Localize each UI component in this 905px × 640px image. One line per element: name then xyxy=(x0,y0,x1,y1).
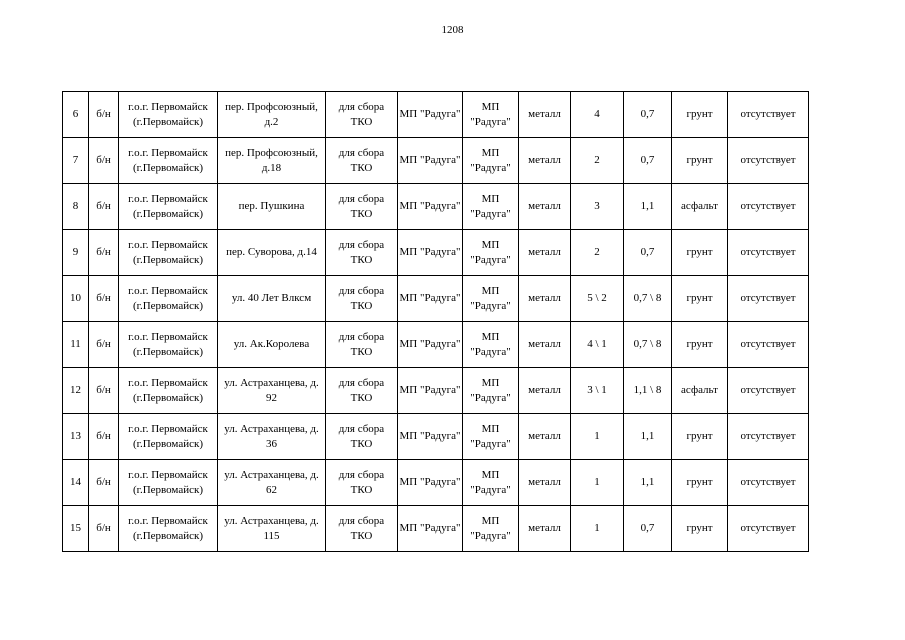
material-cell: металл xyxy=(519,414,571,460)
container-volume-cell: 0,7 xyxy=(624,138,672,184)
purpose-cell: для сбора ТКО xyxy=(326,276,398,322)
operator-cell: МП "Радуга" xyxy=(463,460,519,506)
table-row xyxy=(63,230,809,276)
operator-cell: МП "Радуга" xyxy=(463,230,519,276)
fence-cell: отсутствует xyxy=(728,460,809,506)
row-number-cell: 9 xyxy=(63,230,89,276)
container-count-cell: 1 xyxy=(571,414,624,460)
row-number-cell: 8 xyxy=(63,184,89,230)
address-cell: пер. Суворова, д.14 xyxy=(218,230,326,276)
container-count-cell: 4 xyxy=(571,92,624,138)
operator-cell: МП "Радуга" xyxy=(463,368,519,414)
row-number-cell: 14 xyxy=(63,460,89,506)
address-cell: пер. Профсоюзный, д.18 xyxy=(218,138,326,184)
container-count-cell: 5 \ 2 xyxy=(571,276,624,322)
table-row xyxy=(63,460,809,506)
material-cell: металл xyxy=(519,138,571,184)
row-number-cell: 7 xyxy=(63,138,89,184)
operator-cell: МП "Радуга" xyxy=(463,92,519,138)
row-number-cell: 12 xyxy=(63,368,89,414)
table-row xyxy=(63,414,809,460)
material-cell: металл xyxy=(519,184,571,230)
settlement-cell: г.о.г. Первомайск (г.Первомайск) xyxy=(119,460,218,506)
owner-cell: МП "Радуга" xyxy=(398,92,463,138)
operator-cell: МП "Радуга" xyxy=(463,276,519,322)
address-cell: ул. Астраханцева, д. 92 xyxy=(218,368,326,414)
purpose-cell: для сбора ТКО xyxy=(326,414,398,460)
material-cell: металл xyxy=(519,506,571,552)
surface-cell: грунт xyxy=(672,414,728,460)
type-cell: б/н xyxy=(89,460,119,506)
fence-cell: отсутствует xyxy=(728,506,809,552)
fence-cell: отсутствует xyxy=(728,92,809,138)
container-count-cell: 1 xyxy=(571,506,624,552)
purpose-cell: для сбора ТКО xyxy=(326,230,398,276)
settlement-cell: г.о.г. Первомайск (г.Первомайск) xyxy=(119,276,218,322)
container-volume-cell: 1,1 xyxy=(624,460,672,506)
material-cell: металл xyxy=(519,368,571,414)
purpose-cell: для сбора ТКО xyxy=(326,322,398,368)
surface-cell: грунт xyxy=(672,92,728,138)
table-body xyxy=(63,92,809,552)
container-volume-cell: 1,1 \ 8 xyxy=(624,368,672,414)
container-volume-cell: 0,7 xyxy=(624,506,672,552)
material-cell: металл xyxy=(519,92,571,138)
container-count-cell: 3 \ 1 xyxy=(571,368,624,414)
operator-cell: МП "Радуга" xyxy=(463,414,519,460)
owner-cell: МП "Радуга" xyxy=(398,230,463,276)
surface-cell: асфальт xyxy=(672,184,728,230)
owner-cell: МП "Радуга" xyxy=(398,276,463,322)
table-row xyxy=(63,368,809,414)
settlement-cell: г.о.г. Первомайск (г.Первомайск) xyxy=(119,506,218,552)
material-cell: металл xyxy=(519,460,571,506)
table-row xyxy=(63,138,809,184)
operator-cell: МП "Радуга" xyxy=(463,184,519,230)
container-count-cell: 4 \ 1 xyxy=(571,322,624,368)
container-count-cell: 1 xyxy=(571,460,624,506)
purpose-cell: для сбора ТКО xyxy=(326,138,398,184)
table-row xyxy=(63,92,809,138)
surface-cell: асфальт xyxy=(672,368,728,414)
material-cell: металл xyxy=(519,230,571,276)
owner-cell: МП "Радуга" xyxy=(398,138,463,184)
operator-cell: МП "Радуга" xyxy=(463,138,519,184)
surface-cell: грунт xyxy=(672,460,728,506)
owner-cell: МП "Радуга" xyxy=(398,460,463,506)
owner-cell: МП "Радуга" xyxy=(398,368,463,414)
type-cell: б/н xyxy=(89,92,119,138)
container-volume-cell: 0,7 \ 8 xyxy=(624,276,672,322)
table-row xyxy=(63,276,809,322)
surface-cell: грунт xyxy=(672,138,728,184)
row-number-cell: 6 xyxy=(63,92,89,138)
surface-cell: грунт xyxy=(672,506,728,552)
container-volume-cell: 1,1 xyxy=(624,414,672,460)
surface-cell: грунт xyxy=(672,276,728,322)
material-cell: металл xyxy=(519,322,571,368)
container-count-cell: 3 xyxy=(571,184,624,230)
surface-cell: грунт xyxy=(672,230,728,276)
container-volume-cell: 0,7 \ 8 xyxy=(624,322,672,368)
settlement-cell: г.о.г. Первомайск (г.Первомайск) xyxy=(119,322,218,368)
address-cell: ул. Астраханцева, д. 62 xyxy=(218,460,326,506)
address-cell: пер. Пушкина xyxy=(218,184,326,230)
purpose-cell: для сбора ТКО xyxy=(326,460,398,506)
owner-cell: МП "Радуга" xyxy=(398,414,463,460)
type-cell: б/н xyxy=(89,276,119,322)
container-volume-cell: 0,7 xyxy=(624,230,672,276)
address-cell: ул. 40 Лет Влксм xyxy=(218,276,326,322)
purpose-cell: для сбора ТКО xyxy=(326,368,398,414)
registry-table xyxy=(62,91,809,552)
owner-cell: МП "Радуга" xyxy=(398,322,463,368)
fence-cell: отсутствует xyxy=(728,230,809,276)
operator-cell: МП "Радуга" xyxy=(463,506,519,552)
row-number-cell: 10 xyxy=(63,276,89,322)
purpose-cell: для сбора ТКО xyxy=(326,92,398,138)
settlement-cell: г.о.г. Первомайск (г.Первомайск) xyxy=(119,230,218,276)
fence-cell: отсутствует xyxy=(728,276,809,322)
type-cell: б/н xyxy=(89,414,119,460)
address-cell: ул. Астраханцева, д. 36 xyxy=(218,414,326,460)
address-cell: ул. Ак.Королева xyxy=(218,322,326,368)
fence-cell: отсутствует xyxy=(728,138,809,184)
type-cell: б/н xyxy=(89,506,119,552)
settlement-cell: г.о.г. Первомайск (г.Первомайск) xyxy=(119,92,218,138)
page-number: 1208 xyxy=(441,24,464,36)
table-row xyxy=(63,322,809,368)
type-cell: б/н xyxy=(89,184,119,230)
settlement-cell: г.о.г. Первомайск (г.Первомайск) xyxy=(119,414,218,460)
purpose-cell: для сбора ТКО xyxy=(326,184,398,230)
table-row xyxy=(63,506,809,552)
owner-cell: МП "Радуга" xyxy=(398,184,463,230)
fence-cell: отсутствует xyxy=(728,414,809,460)
container-volume-cell: 1,1 xyxy=(624,184,672,230)
type-cell: б/н xyxy=(89,368,119,414)
type-cell: б/н xyxy=(89,138,119,184)
settlement-cell: г.о.г. Первомайск (г.Первомайск) xyxy=(119,368,218,414)
fence-cell: отсутствует xyxy=(728,322,809,368)
container-count-cell: 2 xyxy=(571,230,624,276)
type-cell: б/н xyxy=(89,322,119,368)
surface-cell: грунт xyxy=(672,322,728,368)
address-cell: пер. Профсоюзный, д.2 xyxy=(218,92,326,138)
material-cell: металл xyxy=(519,276,571,322)
row-number-cell: 11 xyxy=(63,322,89,368)
type-cell: б/н xyxy=(89,230,119,276)
row-number-cell: 13 xyxy=(63,414,89,460)
purpose-cell: для сбора ТКО xyxy=(326,506,398,552)
fence-cell: отсутствует xyxy=(728,184,809,230)
row-number-cell: 15 xyxy=(63,506,89,552)
fence-cell: отсутствует xyxy=(728,368,809,414)
address-cell: ул. Астраханцева, д. 115 xyxy=(218,506,326,552)
settlement-cell: г.о.г. Первомайск (г.Первомайск) xyxy=(119,184,218,230)
owner-cell: МП "Радуга" xyxy=(398,506,463,552)
operator-cell: МП "Радуга" xyxy=(463,322,519,368)
container-count-cell: 2 xyxy=(571,138,624,184)
settlement-cell: г.о.г. Первомайск (г.Первомайск) xyxy=(119,138,218,184)
table-row xyxy=(63,184,809,230)
container-volume-cell: 0,7 xyxy=(624,92,672,138)
